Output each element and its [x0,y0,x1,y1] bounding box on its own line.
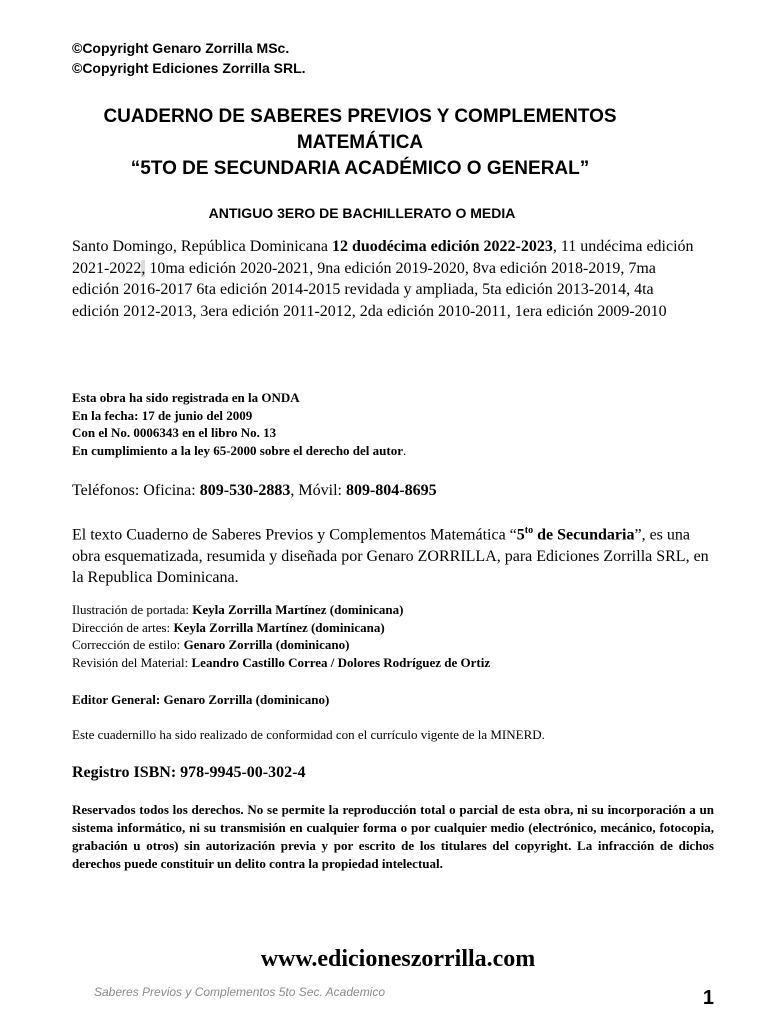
isbn-registration: Registro ISBN: 978-9945-00-302-4 [72,764,306,781]
copyright-author: ©Copyright Genaro Zorrilla MSc. [72,40,290,56]
editions-part-1: , 11 undécima edición 2021-2022 [72,238,694,277]
onda-line-3: Con el No. 0006343 en el libro No. 13 [72,425,277,440]
onda-registration [72,389,406,459]
title-line-3: “5TO DE SECUNDARIA ACADÉMICO O GENERAL” [130,158,590,179]
credit-label: Ilustración de portada: [72,602,193,617]
description-prefix: El texto Cuaderno de Saberes Previos y Complementos Matemática “ [72,526,517,544]
editions-part-2: 10ma edición 2020-2021, 9na edición 2019-2020, 8va edición 2018-2019, 7ma edición 2016-2017 6ta edición 2014-2015 revidada y ampliada, 5ta edición 2013-2014, 4ta edición 2012-2013, 3era edición 2011-2012, 2da edición 2010-2011, 1era edición 2009-2010 [72,259,667,320]
credit-line [72,619,490,637]
onda-line-4-period: . [403,442,407,458]
grade-superscript: to [524,525,534,536]
highlighted-comma: , [141,259,146,277]
copyright-publisher: ©Copyright Ediciones Zorrilla SRL. [72,60,306,76]
phones-line [72,482,437,500]
office-label: Teléfonos: Oficina: [72,482,200,499]
credit-value: Genaro Zorrilla (dominicano) [183,637,350,652]
copyright-block [72,38,306,78]
credits-block [72,601,490,671]
document-subtitle: ANTIGUO 3ERO DE BACHILLERATO O MEDIA [208,205,516,221]
rights-reserved-paragraph: Reservados todos los derechos. No se permite la reproducción total o parcial de esta obra, ni su incorporación a un sistema informático, ni su transmisión en cualquier forma o por cualquier medio (electrónico, mecánico, fotocopia, grabación u otros) sin autorización previa y por escrito de los titulares del copyright. La infracción de dichos derechos puede constituir un delito contra la propiedad intelectual. [72,802,714,871]
onda-line-2: En la fecha: 17 de junio del 2009 [72,407,253,423]
onda-line-1: Esta obra ha sido registrada en la ONDA [72,390,300,405]
credit-value: Leandro Castillo Correa / Dolores Rodríguez de Ortiz [191,654,491,670]
title-line-2: MATEMÁTICA [296,132,424,153]
description-paragraph [72,520,712,589]
website-url[interactable]: www.edicioneszorrilla.com [260,946,536,972]
onda-line-4-text: En cumplimiento a la ley 65-2000 sobre el derecho del autor [72,442,403,458]
credit-line [72,654,490,672]
mobile-phone: 809-804-8695 [345,482,437,499]
credit-label: Corrección de estilo: [72,637,184,652]
credit-line [72,636,490,654]
editions-prefix: Santo Domingo, República Dominicana [72,238,332,255]
credit-label: Revisión del Material: [72,654,192,670]
description-suffix: ”, es una obra esquematizada, resumida y diseñada por Genaro ZORRILLA, para Ediciones Zorrilla SRL, en la Republica Dominicana. [72,526,709,587]
general-editor: Editor General: Genaro Zorrilla (dominicano) [72,692,330,707]
credit-label: Dirección de artes: [72,619,174,635]
document-title [60,104,660,182]
conformity-note: Este cuadernillo ha sido realizado de conformidad con el currículo vigente de la MINERD. [72,727,545,742]
credit-value: Keyla Zorrilla Martínez (dominicana) [173,619,385,635]
grade-number: 5 [516,526,525,544]
office-phone: 809-530-2883 [199,482,291,499]
page-number: 1 [702,987,714,1009]
onda-line-4 [72,442,406,460]
editions-paragraph [72,236,700,322]
title-line-1: CUADERNO DE SABERES PREVIOS Y COMPLEMENTOS [103,106,617,127]
mobile-label: , Móvil: [290,482,346,499]
credit-value: Keyla Zorrilla Martínez (dominicana) [192,602,404,617]
current-edition: 12 duodécima edición 2022-2023 [331,238,553,255]
grade-text: de Secundaria [533,526,635,544]
credit-line [72,601,490,619]
page-footer: Saberes Previos y Complementos 5to Sec. Academico [94,985,386,999]
